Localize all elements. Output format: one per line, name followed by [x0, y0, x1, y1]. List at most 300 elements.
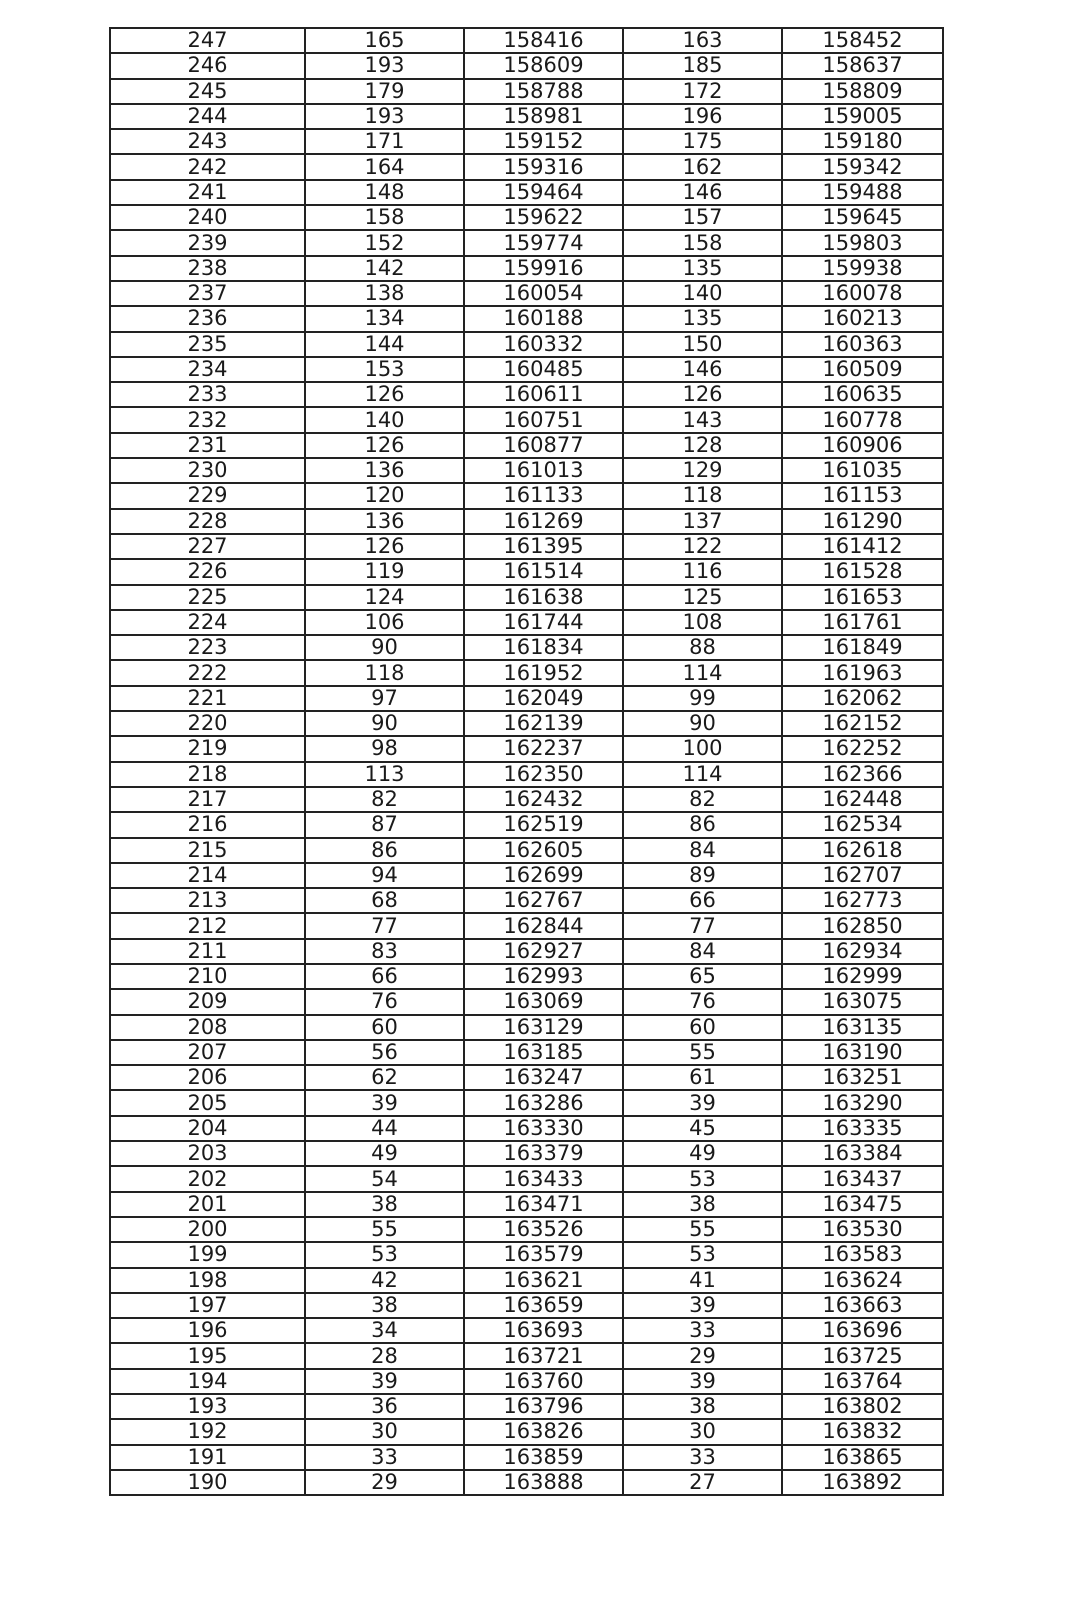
table-row [110, 635, 943, 660]
cumulative-b-cell: 163335 [782, 1116, 943, 1141]
score-cell: 215 [110, 838, 305, 863]
score-cell: 217 [110, 787, 305, 812]
score-cell: 204 [110, 1116, 305, 1141]
count-a-cell: 144 [305, 332, 464, 357]
cumulative-b-cell: 163764 [782, 1369, 943, 1394]
cumulative-b-cell: 161412 [782, 534, 943, 559]
cumulative-b-cell: 161849 [782, 635, 943, 660]
count-b-cell: 65 [623, 964, 782, 989]
cumulative-b-cell: 160363 [782, 332, 943, 357]
table-row [110, 382, 943, 407]
cumulative-b-cell: 162448 [782, 787, 943, 812]
count-b-cell: 38 [623, 1192, 782, 1217]
table-row [110, 433, 943, 458]
cumulative-a-cell: 161744 [464, 610, 623, 635]
table-row [110, 686, 943, 711]
table-row [110, 736, 943, 761]
cumulative-a-cell: 162993 [464, 964, 623, 989]
score-cell: 199 [110, 1242, 305, 1267]
cumulative-a-cell: 161395 [464, 534, 623, 559]
score-cell: 220 [110, 711, 305, 736]
cumulative-b-cell: 159180 [782, 129, 943, 154]
cumulative-b-cell: 161761 [782, 610, 943, 635]
cumulative-a-cell: 162519 [464, 812, 623, 837]
table-row [110, 1090, 943, 1115]
score-cell: 219 [110, 736, 305, 761]
count-b-cell: 55 [623, 1040, 782, 1065]
score-cell: 192 [110, 1419, 305, 1444]
score-cell: 197 [110, 1293, 305, 1318]
count-a-cell: 87 [305, 812, 464, 837]
cumulative-a-cell: 161952 [464, 660, 623, 685]
cumulative-a-cell: 163859 [464, 1445, 623, 1470]
table-row [110, 863, 943, 888]
table-row [110, 1166, 943, 1191]
table-row [110, 1394, 943, 1419]
count-a-cell: 179 [305, 79, 464, 104]
cumulative-b-cell: 161035 [782, 458, 943, 483]
score-cell: 221 [110, 686, 305, 711]
cumulative-a-cell: 159464 [464, 180, 623, 205]
score-cell: 193 [110, 1394, 305, 1419]
count-b-cell: 146 [623, 180, 782, 205]
count-b-cell: 39 [623, 1369, 782, 1394]
cumulative-a-cell: 163247 [464, 1065, 623, 1090]
cumulative-b-cell: 163437 [782, 1166, 943, 1191]
table-row [110, 205, 943, 230]
cumulative-b-cell: 162062 [782, 686, 943, 711]
count-a-cell: 138 [305, 281, 464, 306]
count-a-cell: 28 [305, 1343, 464, 1368]
count-b-cell: 135 [623, 256, 782, 281]
table-row [110, 1141, 943, 1166]
count-a-cell: 193 [305, 104, 464, 129]
score-cell: 211 [110, 939, 305, 964]
cumulative-b-cell: 163892 [782, 1470, 943, 1495]
table-row [110, 838, 943, 863]
cumulative-a-cell: 163888 [464, 1470, 623, 1495]
count-a-cell: 38 [305, 1293, 464, 1318]
count-a-cell: 98 [305, 736, 464, 761]
count-a-cell: 171 [305, 129, 464, 154]
cumulative-a-cell: 162237 [464, 736, 623, 761]
cumulative-b-cell: 162707 [782, 863, 943, 888]
cumulative-b-cell: 159938 [782, 256, 943, 281]
score-cell: 196 [110, 1318, 305, 1343]
count-a-cell: 120 [305, 483, 464, 508]
cumulative-b-cell: 158809 [782, 79, 943, 104]
count-a-cell: 164 [305, 154, 464, 179]
score-cell: 247 [110, 28, 305, 53]
table-row [110, 332, 943, 357]
score-cell: 239 [110, 230, 305, 255]
count-a-cell: 140 [305, 407, 464, 432]
cumulative-a-cell: 163129 [464, 1015, 623, 1040]
table-row [110, 1065, 943, 1090]
table-row [110, 1242, 943, 1267]
cumulative-b-cell: 160509 [782, 357, 943, 382]
count-a-cell: 55 [305, 1217, 464, 1242]
table-row [110, 509, 943, 534]
count-a-cell: 148 [305, 180, 464, 205]
cumulative-a-cell: 163471 [464, 1192, 623, 1217]
count-a-cell: 136 [305, 509, 464, 534]
count-a-cell: 39 [305, 1369, 464, 1394]
cumulative-a-cell: 162699 [464, 863, 623, 888]
cumulative-b-cell: 163251 [782, 1065, 943, 1090]
cumulative-b-cell: 161153 [782, 483, 943, 508]
score-cell: 222 [110, 660, 305, 685]
score-cell: 228 [110, 509, 305, 534]
cumulative-a-cell: 163659 [464, 1293, 623, 1318]
cumulative-a-cell: 163185 [464, 1040, 623, 1065]
cumulative-a-cell: 161269 [464, 509, 623, 534]
cumulative-b-cell: 163530 [782, 1217, 943, 1242]
count-a-cell: 124 [305, 585, 464, 610]
cumulative-a-cell: 163379 [464, 1141, 623, 1166]
score-cell: 235 [110, 332, 305, 357]
cumulative-a-cell: 158981 [464, 104, 623, 129]
count-b-cell: 33 [623, 1445, 782, 1470]
table-row [110, 129, 943, 154]
table-row [110, 913, 943, 938]
table-row [110, 1015, 943, 1040]
score-cell: 190 [110, 1470, 305, 1495]
table-row [110, 888, 943, 913]
score-cell: 234 [110, 357, 305, 382]
table-row [110, 1419, 943, 1444]
cumulative-b-cell: 163832 [782, 1419, 943, 1444]
score-cell: 216 [110, 812, 305, 837]
count-a-cell: 90 [305, 711, 464, 736]
score-cell: 236 [110, 306, 305, 331]
count-a-cell: 29 [305, 1470, 464, 1495]
count-a-cell: 44 [305, 1116, 464, 1141]
count-b-cell: 116 [623, 559, 782, 584]
score-cell: 223 [110, 635, 305, 660]
cumulative-a-cell: 162350 [464, 762, 623, 787]
count-a-cell: 68 [305, 888, 464, 913]
cumulative-b-cell: 162534 [782, 812, 943, 837]
table-row [110, 610, 943, 635]
score-cell: 209 [110, 989, 305, 1014]
score-cell: 230 [110, 458, 305, 483]
cumulative-b-cell: 162850 [782, 913, 943, 938]
score-cell: 208 [110, 1015, 305, 1040]
count-b-cell: 84 [623, 838, 782, 863]
cumulative-b-cell: 161963 [782, 660, 943, 685]
cumulative-a-cell: 163526 [464, 1217, 623, 1242]
table-row [110, 483, 943, 508]
cumulative-a-cell: 160332 [464, 332, 623, 357]
count-a-cell: 126 [305, 433, 464, 458]
cumulative-a-cell: 162844 [464, 913, 623, 938]
count-b-cell: 89 [623, 863, 782, 888]
cumulative-b-cell: 162999 [782, 964, 943, 989]
count-b-cell: 82 [623, 787, 782, 812]
table-row [110, 357, 943, 382]
cumulative-b-cell: 159342 [782, 154, 943, 179]
count-b-cell: 38 [623, 1394, 782, 1419]
cumulative-b-cell: 163802 [782, 1394, 943, 1419]
table-row [110, 1217, 943, 1242]
score-cell: 203 [110, 1141, 305, 1166]
count-b-cell: 66 [623, 888, 782, 913]
count-a-cell: 94 [305, 863, 464, 888]
count-b-cell: 45 [623, 1116, 782, 1141]
count-a-cell: 153 [305, 357, 464, 382]
count-b-cell: 60 [623, 1015, 782, 1040]
count-a-cell: 118 [305, 660, 464, 685]
count-b-cell: 162 [623, 154, 782, 179]
score-cell: 243 [110, 129, 305, 154]
count-a-cell: 152 [305, 230, 464, 255]
table-row [110, 79, 943, 104]
cumulative-b-cell: 161653 [782, 585, 943, 610]
cumulative-a-cell: 161638 [464, 585, 623, 610]
cumulative-b-cell: 162152 [782, 711, 943, 736]
count-a-cell: 97 [305, 686, 464, 711]
cumulative-b-cell: 160906 [782, 433, 943, 458]
count-a-cell: 90 [305, 635, 464, 660]
count-b-cell: 157 [623, 205, 782, 230]
table-row [110, 230, 943, 255]
table-row [110, 534, 943, 559]
score-cell: 202 [110, 1166, 305, 1191]
score-cell: 213 [110, 888, 305, 913]
cumulative-a-cell: 162139 [464, 711, 623, 736]
cumulative-a-cell: 159152 [464, 129, 623, 154]
table-row [110, 281, 943, 306]
cumulative-b-cell: 160078 [782, 281, 943, 306]
count-b-cell: 114 [623, 660, 782, 685]
cumulative-a-cell: 163433 [464, 1166, 623, 1191]
count-a-cell: 126 [305, 534, 464, 559]
count-a-cell: 119 [305, 559, 464, 584]
count-b-cell: 30 [623, 1419, 782, 1444]
count-a-cell: 134 [305, 306, 464, 331]
table-row [110, 1470, 943, 1495]
cumulative-b-cell: 159803 [782, 230, 943, 255]
table-row [110, 1318, 943, 1343]
cumulative-b-cell: 159488 [782, 180, 943, 205]
cumulative-a-cell: 160485 [464, 357, 623, 382]
cumulative-a-cell: 159774 [464, 230, 623, 255]
count-b-cell: 125 [623, 585, 782, 610]
count-b-cell: 86 [623, 812, 782, 837]
score-table-body [110, 28, 943, 1495]
cumulative-a-cell: 162605 [464, 838, 623, 863]
score-cell: 207 [110, 1040, 305, 1065]
cumulative-b-cell: 162618 [782, 838, 943, 863]
cumulative-b-cell: 160778 [782, 407, 943, 432]
score-cell: 240 [110, 205, 305, 230]
score-cell: 194 [110, 1369, 305, 1394]
count-b-cell: 140 [623, 281, 782, 306]
cumulative-b-cell: 163696 [782, 1318, 943, 1343]
score-cell: 205 [110, 1090, 305, 1115]
table-row [110, 1268, 943, 1293]
count-b-cell: 55 [623, 1217, 782, 1242]
table-row [110, 559, 943, 584]
count-a-cell: 193 [305, 53, 464, 78]
table-row [110, 1445, 943, 1470]
count-b-cell: 143 [623, 407, 782, 432]
table-row [110, 1192, 943, 1217]
table-row [110, 660, 943, 685]
cumulative-a-cell: 163069 [464, 989, 623, 1014]
count-a-cell: 49 [305, 1141, 464, 1166]
cumulative-a-cell: 160877 [464, 433, 623, 458]
cumulative-b-cell: 159005 [782, 104, 943, 129]
cumulative-b-cell: 163725 [782, 1343, 943, 1368]
cumulative-a-cell: 160188 [464, 306, 623, 331]
score-cell: 237 [110, 281, 305, 306]
count-b-cell: 90 [623, 711, 782, 736]
table-row [110, 762, 943, 787]
score-cell: 226 [110, 559, 305, 584]
cumulative-a-cell: 160611 [464, 382, 623, 407]
cumulative-b-cell: 163583 [782, 1242, 943, 1267]
count-b-cell: 29 [623, 1343, 782, 1368]
count-a-cell: 76 [305, 989, 464, 1014]
score-cell: 238 [110, 256, 305, 281]
cumulative-a-cell: 163579 [464, 1242, 623, 1267]
cumulative-b-cell: 158452 [782, 28, 943, 53]
count-b-cell: 41 [623, 1268, 782, 1293]
count-b-cell: 128 [623, 433, 782, 458]
count-b-cell: 172 [623, 79, 782, 104]
cumulative-b-cell: 163290 [782, 1090, 943, 1115]
count-b-cell: 122 [623, 534, 782, 559]
count-b-cell: 100 [623, 736, 782, 761]
count-a-cell: 54 [305, 1166, 464, 1191]
cumulative-b-cell: 163075 [782, 989, 943, 1014]
count-a-cell: 158 [305, 205, 464, 230]
cumulative-a-cell: 163826 [464, 1419, 623, 1444]
count-b-cell: 163 [623, 28, 782, 53]
cumulative-b-cell: 162773 [782, 888, 943, 913]
score-cell: 242 [110, 154, 305, 179]
count-a-cell: 142 [305, 256, 464, 281]
count-a-cell: 33 [305, 1445, 464, 1470]
count-b-cell: 33 [623, 1318, 782, 1343]
count-b-cell: 99 [623, 686, 782, 711]
count-a-cell: 77 [305, 913, 464, 938]
count-b-cell: 61 [623, 1065, 782, 1090]
cumulative-b-cell: 163624 [782, 1268, 943, 1293]
cumulative-b-cell: 160635 [782, 382, 943, 407]
count-b-cell: 150 [623, 332, 782, 357]
count-a-cell: 126 [305, 382, 464, 407]
table-row [110, 812, 943, 837]
count-a-cell: 56 [305, 1040, 464, 1065]
table-row [110, 28, 943, 53]
count-b-cell: 126 [623, 382, 782, 407]
table-row [110, 989, 943, 1014]
table-row [110, 711, 943, 736]
table-row [110, 180, 943, 205]
score-cell: 225 [110, 585, 305, 610]
cumulative-b-cell: 162366 [782, 762, 943, 787]
count-b-cell: 137 [623, 509, 782, 534]
count-a-cell: 36 [305, 1394, 464, 1419]
table-row [110, 787, 943, 812]
table-row [110, 939, 943, 964]
count-b-cell: 146 [623, 357, 782, 382]
cumulative-b-cell: 163663 [782, 1293, 943, 1318]
cumulative-b-cell: 163135 [782, 1015, 943, 1040]
table-row [110, 458, 943, 483]
count-b-cell: 129 [623, 458, 782, 483]
score-cell: 232 [110, 407, 305, 432]
cumulative-a-cell: 163330 [464, 1116, 623, 1141]
score-cell: 229 [110, 483, 305, 508]
count-b-cell: 108 [623, 610, 782, 635]
score-cell: 200 [110, 1217, 305, 1242]
count-a-cell: 86 [305, 838, 464, 863]
cumulative-a-cell: 159622 [464, 205, 623, 230]
cumulative-b-cell: 160213 [782, 306, 943, 331]
score-cell: 241 [110, 180, 305, 205]
count-a-cell: 53 [305, 1242, 464, 1267]
score-cell: 214 [110, 863, 305, 888]
score-cell: 198 [110, 1268, 305, 1293]
score-cell: 233 [110, 382, 305, 407]
cumulative-a-cell: 158788 [464, 79, 623, 104]
score-cell: 245 [110, 79, 305, 104]
count-b-cell: 53 [623, 1166, 782, 1191]
score-cell: 231 [110, 433, 305, 458]
score-cell: 244 [110, 104, 305, 129]
count-b-cell: 39 [623, 1293, 782, 1318]
table-row [110, 104, 943, 129]
score-cell: 246 [110, 53, 305, 78]
count-b-cell: 185 [623, 53, 782, 78]
table-row [110, 1369, 943, 1394]
score-cell: 210 [110, 964, 305, 989]
count-b-cell: 196 [623, 104, 782, 129]
count-a-cell: 60 [305, 1015, 464, 1040]
score-cell: 191 [110, 1445, 305, 1470]
cumulative-a-cell: 163721 [464, 1343, 623, 1368]
cumulative-b-cell: 158637 [782, 53, 943, 78]
cumulative-a-cell: 163796 [464, 1394, 623, 1419]
score-cell: 206 [110, 1065, 305, 1090]
table-row [110, 306, 943, 331]
count-b-cell: 77 [623, 913, 782, 938]
table-row [110, 154, 943, 179]
cumulative-a-cell: 162432 [464, 787, 623, 812]
table-row [110, 407, 943, 432]
count-b-cell: 114 [623, 762, 782, 787]
score-cell: 195 [110, 1343, 305, 1368]
cumulative-a-cell: 163760 [464, 1369, 623, 1394]
table-row [110, 585, 943, 610]
count-a-cell: 30 [305, 1419, 464, 1444]
count-a-cell: 34 [305, 1318, 464, 1343]
cumulative-a-cell: 161133 [464, 483, 623, 508]
cumulative-b-cell: 161290 [782, 509, 943, 534]
table-row [110, 256, 943, 281]
score-cell: 201 [110, 1192, 305, 1217]
cumulative-b-cell: 163865 [782, 1445, 943, 1470]
score-cell: 224 [110, 610, 305, 635]
cumulative-a-cell: 160054 [464, 281, 623, 306]
count-b-cell: 175 [623, 129, 782, 154]
table-row [110, 964, 943, 989]
count-b-cell: 53 [623, 1242, 782, 1267]
